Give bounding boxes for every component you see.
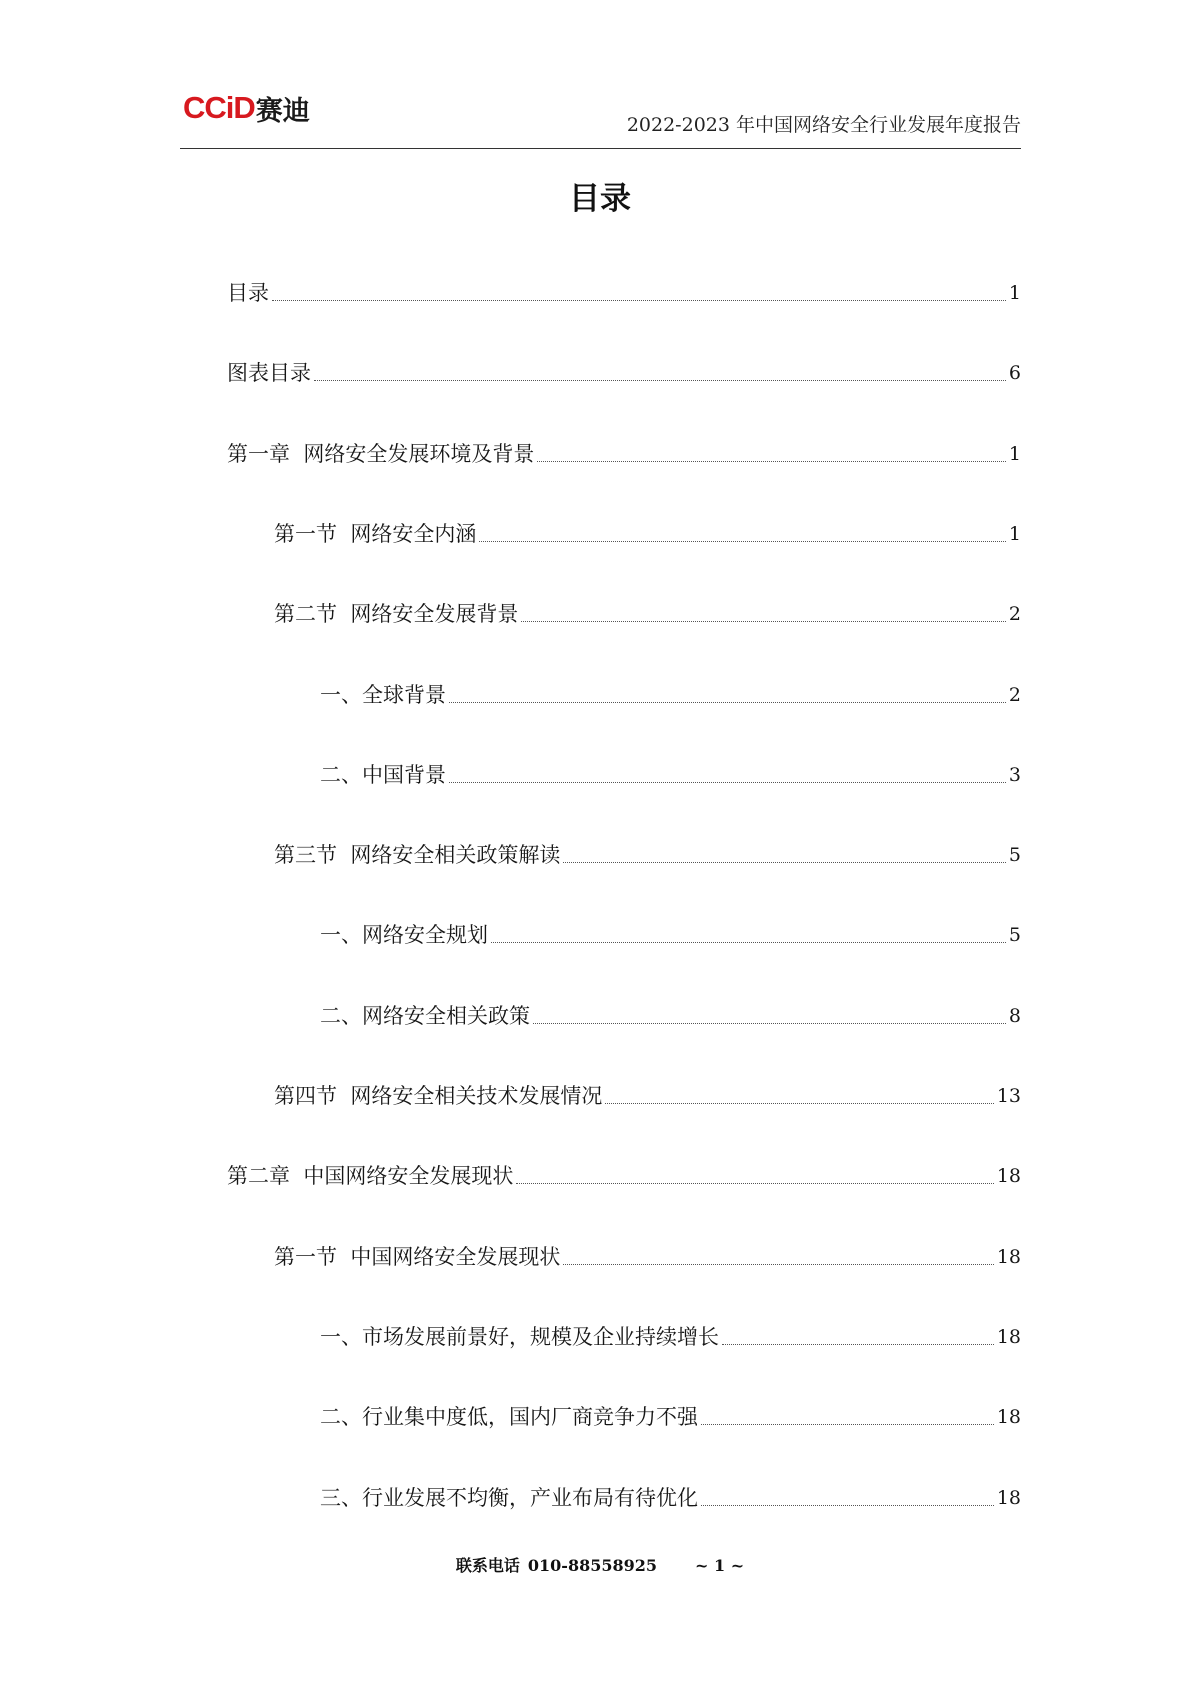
toc-entry-page: 18 — [996, 1326, 1021, 1348]
ccid-logo — [183, 90, 310, 126]
toc-entry-label: 第三节 网络安全相关政策解读 — [274, 843, 561, 867]
toc-entry-page: 2 — [1008, 684, 1021, 706]
toc-dot-leader — [537, 461, 1006, 462]
toc-dot-leader — [701, 1424, 994, 1425]
toc-entry-label: 第二节 网络安全发展背景 — [274, 602, 519, 626]
toc-entry-page: 5 — [1008, 844, 1021, 866]
toc-entry-label: 目录 — [227, 281, 269, 305]
logo-latin-text: CCiD — [183, 90, 255, 125]
toc-entry-label: 图表目录 — [227, 361, 311, 385]
toc-entry[interactable] — [274, 1081, 1021, 1111]
footer-page-number: ~ 1 ~ — [695, 1556, 745, 1575]
header-divider — [180, 148, 1021, 149]
toc-dot-leader — [533, 1023, 1006, 1024]
toc-dot-leader — [314, 380, 1006, 381]
toc-entry[interactable] — [274, 519, 1021, 549]
toc-entry-page: 8 — [1008, 1005, 1021, 1027]
toc-entry-page: 5 — [1008, 924, 1021, 946]
toc-entry[interactable] — [274, 1242, 1021, 1272]
toc-entry-page: 18 — [996, 1246, 1021, 1268]
toc-dot-leader — [449, 702, 1006, 703]
toc-entry-page: 13 — [996, 1085, 1021, 1107]
toc-entry[interactable] — [274, 840, 1021, 870]
toc-entry-page: 3 — [1008, 764, 1021, 786]
toc-entry-label: 二、网络安全相关政策 — [320, 1004, 530, 1028]
toc-dot-leader — [563, 1264, 993, 1265]
toc-entry[interactable] — [320, 1001, 1021, 1031]
toc-entry-page: 6 — [1008, 362, 1021, 384]
toc-entry-label: 二、行业集中度低，国内厂商竞争力不强 — [320, 1405, 698, 1429]
toc-entry-page: 1 — [1008, 443, 1021, 465]
toc-entry-page: 18 — [996, 1487, 1021, 1509]
toc-entry[interactable] — [227, 358, 1021, 388]
toc-dot-leader — [563, 862, 1006, 863]
toc-dot-leader — [479, 541, 1006, 542]
toc-entry[interactable] — [227, 439, 1021, 469]
page-footer — [0, 1553, 1200, 1576]
toc-entry[interactable] — [227, 278, 1021, 308]
toc-dot-leader — [449, 782, 1006, 783]
toc-entry-label: 二、中国背景 — [320, 763, 446, 787]
toc-entry-label: 一、市场发展前景好，规模及企业持续增长 — [320, 1325, 719, 1349]
footer-contact-label: 联系电话 — [455, 1556, 520, 1575]
toc-dot-leader — [491, 942, 1006, 943]
toc-heading: 目录 — [569, 181, 631, 217]
toc-entry-page: 2 — [1008, 603, 1021, 625]
toc-dot-leader — [272, 300, 1006, 301]
toc-entry-label: 一、网络安全规划 — [320, 923, 488, 947]
toc-entry[interactable] — [320, 680, 1021, 710]
toc-entry[interactable] — [320, 760, 1021, 790]
toc-dot-leader — [521, 621, 1006, 622]
toc-dot-leader — [516, 1183, 993, 1184]
footer-phone-number: 010-88558925 — [527, 1556, 658, 1575]
toc-entry-label: 第二章 中国网络安全发展现状 — [227, 1164, 514, 1188]
toc-entry-label: 一、全球背景 — [320, 683, 446, 707]
toc-entry-label: 三、行业发展不均衡，产业布局有待优化 — [320, 1486, 698, 1510]
toc-entry[interactable] — [227, 1161, 1021, 1191]
toc-entry[interactable] — [274, 599, 1021, 629]
toc-entry[interactable] — [320, 1322, 1021, 1352]
toc-entry-page: 18 — [996, 1165, 1021, 1187]
report-title: 2022-2023 年中国网络安全行业发展年度报告 — [626, 114, 1021, 136]
toc-entry-label: 第四节 网络安全相关技术发展情况 — [274, 1084, 603, 1108]
logo-chinese-text: 赛迪 — [255, 95, 310, 127]
toc-entry[interactable] — [320, 1483, 1021, 1513]
toc-dot-leader — [605, 1103, 993, 1104]
toc-entry-page: 18 — [996, 1406, 1021, 1428]
toc-entry-page: 1 — [1008, 523, 1021, 545]
toc-entry[interactable] — [320, 920, 1021, 950]
toc-dot-leader — [722, 1344, 994, 1345]
toc-entry-label: 第一节 中国网络安全发展现状 — [274, 1245, 561, 1269]
toc-entry[interactable] — [320, 1402, 1021, 1432]
toc-entry-page: 1 — [1008, 282, 1021, 304]
toc-dot-leader — [701, 1505, 994, 1506]
toc-entry-label: 第一章 网络安全发展环境及背景 — [227, 442, 535, 466]
toc-entry-label: 第一节 网络安全内涵 — [274, 522, 477, 546]
